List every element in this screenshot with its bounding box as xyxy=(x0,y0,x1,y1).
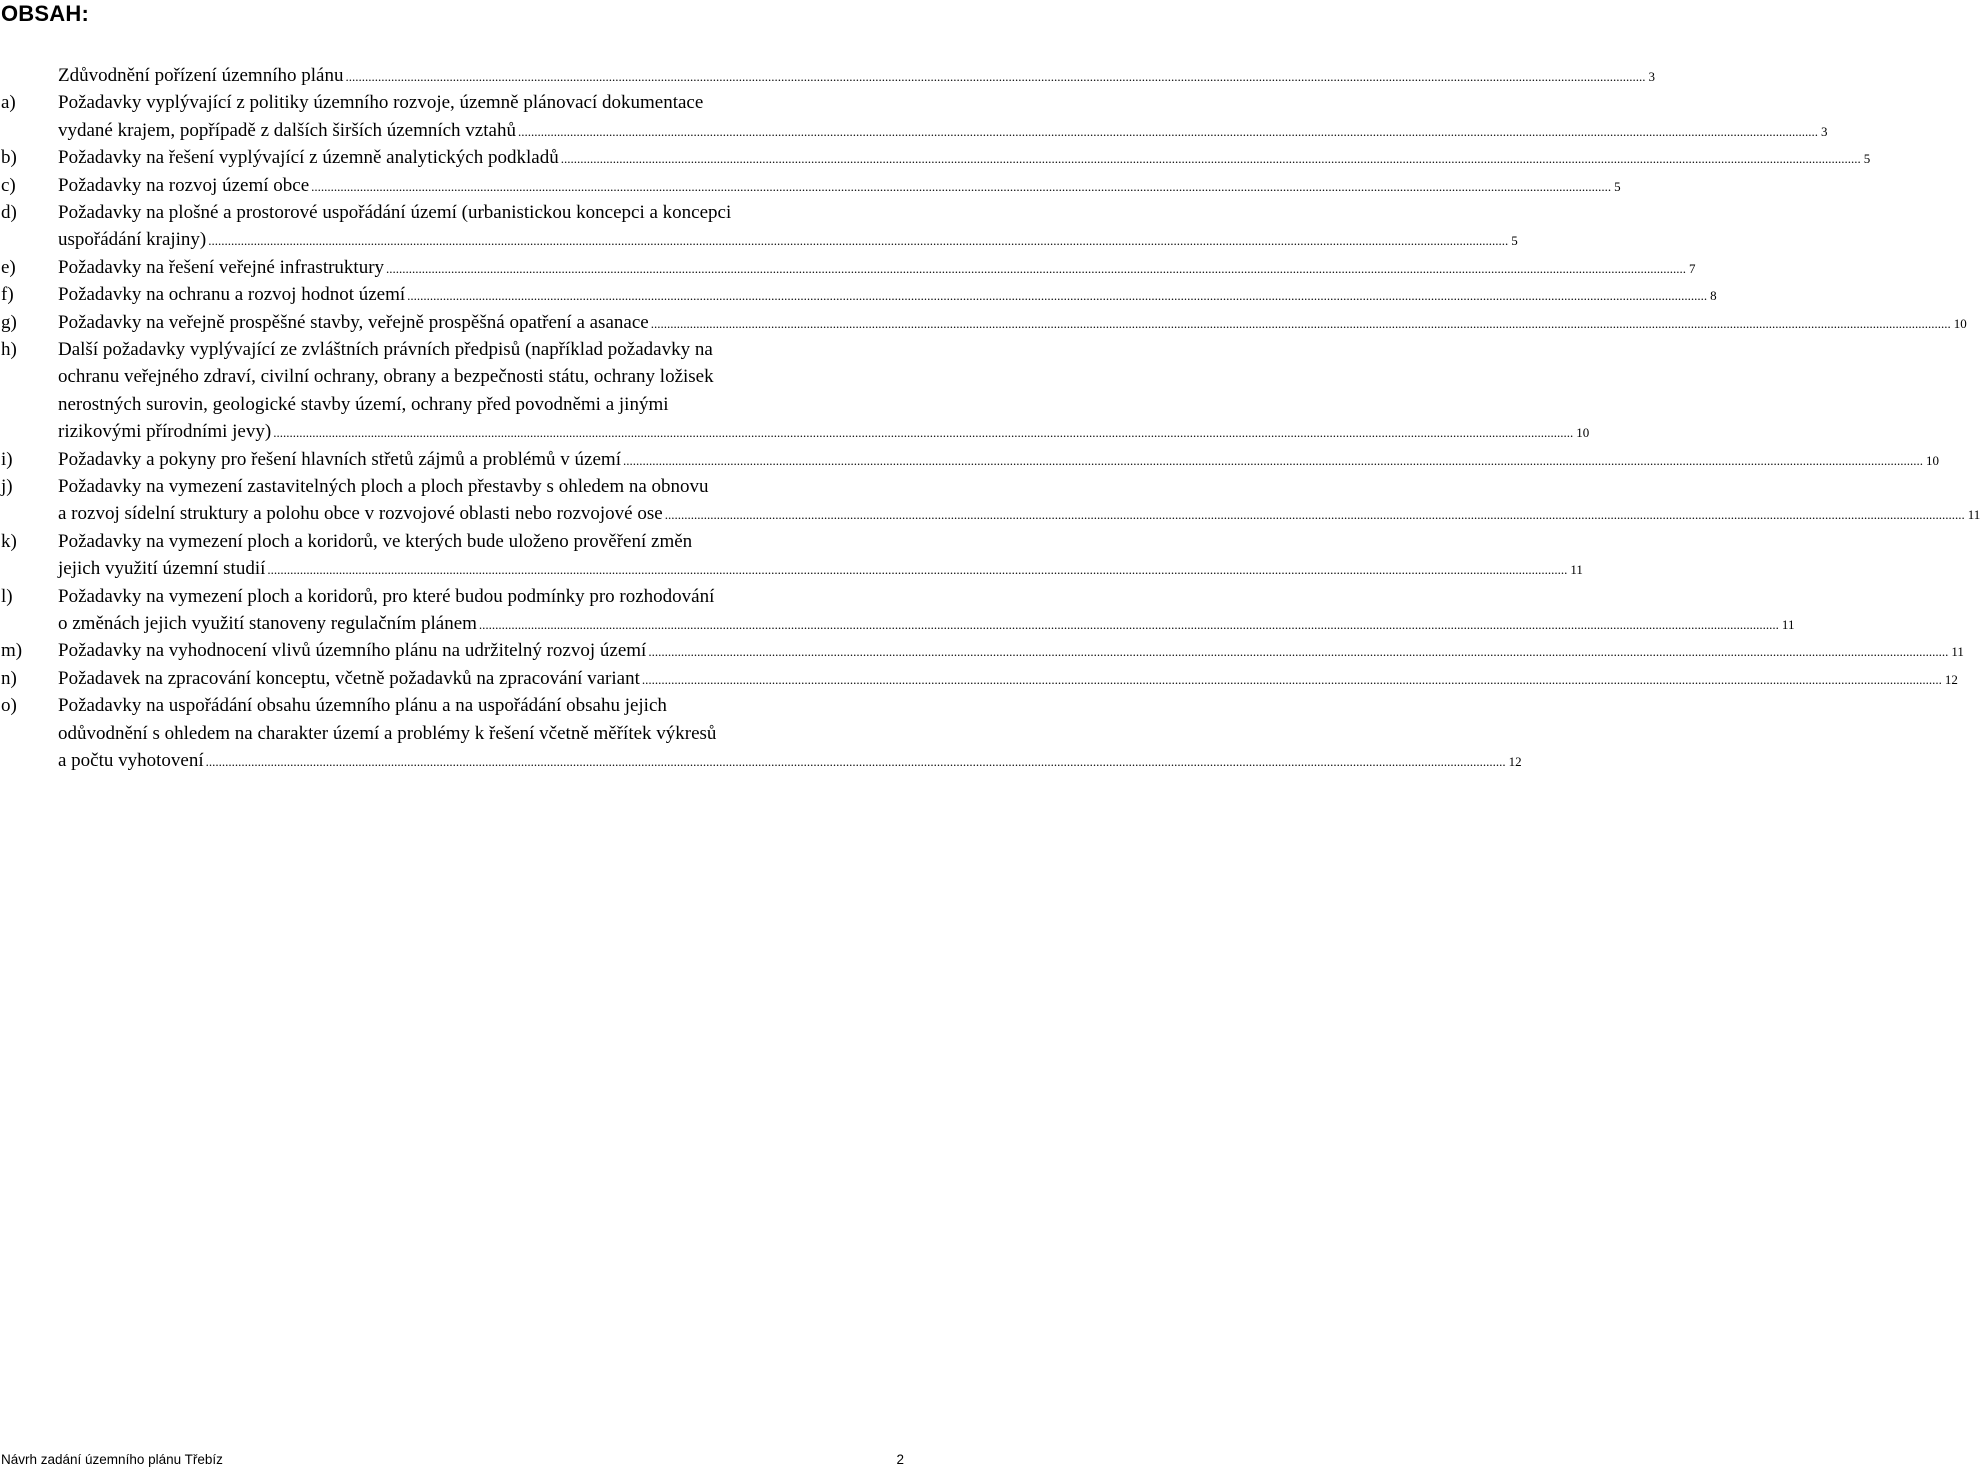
toc-entry-text: nerostných surovin, geologické stavby území, ochrany před povodněmi a jinými xyxy=(58,393,669,415)
toc-page-number: 11 xyxy=(1781,616,1795,632)
page-heading: OBSAH: xyxy=(1,1,89,26)
toc-entry-letter: j) xyxy=(1,476,13,497)
toc-entry-text: Požadavky na uspořádání obsahu územního plánu a na uspořádání obsahu jejich xyxy=(58,695,667,717)
toc-entry-line xyxy=(58,500,1980,528)
toc-entry-letter: l) xyxy=(1,585,13,607)
toc-entry-text: o změnách jejich využití stanoveny regulačním plánem xyxy=(58,612,477,634)
toc-entry-line xyxy=(58,117,1828,145)
toc-entry-letter: h) xyxy=(1,339,17,360)
toc-entry-letter: f) xyxy=(1,284,14,306)
toc-entry-text: uspořádání krajiny) xyxy=(58,229,207,251)
toc-entry-text: vydané krajem, popřípadě z dalších širších územních vztahů xyxy=(58,119,516,141)
footer-page-number: 2 xyxy=(896,1452,904,1467)
toc-entry-letter: a) xyxy=(1,92,16,114)
toc-dot-leader: ................................................................................................................................................................................................................................................................................................................................................................................................................ xyxy=(648,644,1949,660)
toc-entry-line xyxy=(58,692,958,720)
toc-entry-text: Požadavky na vymezení zastavitelných ploch a ploch přestavby s ohledem na obnovu xyxy=(58,476,709,497)
toc-page-number: 3 xyxy=(1820,123,1828,139)
toc-entry-line xyxy=(58,583,958,611)
toc-entry-letter: g) xyxy=(1,311,17,333)
toc-entry-line xyxy=(58,665,1958,693)
toc-page-number: 7 xyxy=(1689,260,1696,276)
toc-dot-leader: ................................................................................................................................................................................................................................................................................................................................................................................................................ xyxy=(267,562,1568,578)
toc-entry-text: Požadavek na zpracování konceptu, včetně požadavků na zpracování variant xyxy=(58,667,640,689)
toc-entry-text: Požadavky na vyhodnocení vlivů územního plánu na udržitelný rozvoj území xyxy=(58,640,647,662)
toc-page-number: 5 xyxy=(1511,233,1518,249)
toc-dot-leader: ................................................................................................................................................................................................................................................................................................................................................................................................................ xyxy=(517,123,1818,139)
toc-entry-line xyxy=(58,528,958,556)
toc-page-number: 5 xyxy=(1863,151,1871,167)
toc-page-number: 11 xyxy=(1967,507,1980,523)
toc-entry-text: Požadavky na řešení veřejné infrastruktury xyxy=(58,256,385,278)
toc-entry-text: rizikovými přírodními jevy) xyxy=(58,421,272,443)
toc-dot-leader: ................................................................................................................................................................................................................................................................................................................................................................................................................ xyxy=(386,260,1687,276)
toc-page-number: 5 xyxy=(1614,178,1621,194)
toc-entry-line xyxy=(58,446,1939,474)
toc-page-number: 10 xyxy=(1925,452,1939,468)
toc-entry-text: Požadavky na ochranu a rozvoj hodnot území xyxy=(58,284,406,306)
toc-entry-line xyxy=(58,226,1518,254)
toc-entry-text: Požadavky na vymezení ploch a koridorů, ve kterých bude uloženo prověření změn xyxy=(58,530,693,552)
toc-entry-line xyxy=(58,336,958,364)
toc-page-number: 10 xyxy=(1576,425,1590,441)
toc-entry-letter: k) xyxy=(1,530,17,552)
toc-entry-line xyxy=(58,555,1583,583)
toc-entry-text: Požadavky na vymezení ploch a koridorů, pro které budou podmínky pro rozhodování xyxy=(58,585,715,607)
toc-entry-line xyxy=(58,254,1696,282)
toc-entry-letter: c) xyxy=(1,174,16,196)
toc-dot-leader: ................................................................................................................................................................................................................................................................................................................................................................................................................ xyxy=(205,753,1506,769)
toc-entry-text: odůvodnění s ohledem na charakter území a problémy k řešení včetně měřítek výkresů xyxy=(58,722,717,744)
toc-entry-text: Požadavky na veřejně prospěšné stavby, veřejně prospěšná opatření a asanace xyxy=(58,311,649,333)
footer-document-title: Návrh zadání územního plánu Třebíz xyxy=(1,1452,223,1467)
toc-dot-leader: ................................................................................................................................................................................................................................................................................................................................................................................................................ xyxy=(664,507,1965,523)
toc-entry-line xyxy=(58,747,1522,775)
toc-page-number: 11 xyxy=(1951,644,1964,660)
toc-dot-leader: ................................................................................................................................................................................................................................................................................................................................................................................................................ xyxy=(273,425,1574,441)
toc-entry-line xyxy=(58,309,1967,337)
toc-dot-leader: ................................................................................................................................................................................................................................................................................................................................................................................................................ xyxy=(478,616,1779,632)
toc-dot-leader: ................................................................................................................................................................................................................................................................................................................................................................................................................ xyxy=(311,178,1612,194)
toc-dot-leader: ................................................................................................................................................................................................................................................................................................................................................................................................................ xyxy=(622,452,1923,468)
toc-entry-text: Další požadavky vyplývající ze zvláštních právních předpisů (například požadavky na xyxy=(58,339,713,360)
toc-dot-leader: ................................................................................................................................................................................................................................................................................................................................................................................................................ xyxy=(345,69,1646,84)
toc-entry-letter: m) xyxy=(1,640,23,662)
toc-entry-line xyxy=(58,89,958,117)
toc-entry-text: Požadavky a pokyny pro řešení hlavních střetů zájmů a problémů v území xyxy=(58,448,621,470)
toc-entry-letter: i) xyxy=(1,448,13,470)
toc-page-number: 11 xyxy=(1570,562,1583,578)
toc-entry-line xyxy=(58,363,958,391)
toc-dot-leader: ................................................................................................................................................................................................................................................................................................................................................................................................................ xyxy=(641,671,1942,687)
toc-entry-letter: e) xyxy=(1,256,16,278)
toc-entry-text: jejich využití územní studií xyxy=(58,558,266,580)
toc-entry-text: Požadavky vyplývající z politiky územního rozvoje, územně plánovací dokumentace xyxy=(58,92,704,114)
toc-entry-line xyxy=(58,281,1717,309)
toc-dot-leader: ................................................................................................................................................................................................................................................................................................................................................................................................................ xyxy=(650,315,1951,331)
toc-entry-text: Zdůvodnění pořízení územního plánu xyxy=(58,65,344,86)
toc-page-number: 12 xyxy=(1508,753,1522,769)
toc-entry-line xyxy=(58,391,958,419)
toc-entry-letter: b) xyxy=(1,147,17,169)
toc-dot-leader: ................................................................................................................................................................................................................................................................................................................................................................................................................ xyxy=(560,151,1861,167)
toc-entry-line xyxy=(58,720,958,748)
toc-entry-line xyxy=(58,473,958,501)
toc-entry-text: ochranu veřejného zdraví, civilní ochrany, obrany a bezpečnosti státu, ochrany ložisek xyxy=(58,366,714,388)
toc-entry-line xyxy=(58,199,958,227)
toc-dot-leader: ................................................................................................................................................................................................................................................................................................................................................................................................................ xyxy=(407,288,1708,304)
toc-entry-letter: d) xyxy=(1,202,17,223)
toc-dot-leader: ................................................................................................................................................................................................................................................................................................................................................................................................................ xyxy=(208,233,1509,249)
toc-entry-text: Požadavky na řešení vyplývající z územně analytických podkladů xyxy=(58,147,559,169)
toc-page-number: 12 xyxy=(1944,671,1958,687)
toc-entry-letter: o) xyxy=(1,695,17,717)
toc-entry-line xyxy=(58,418,1590,446)
toc-page-number: 8 xyxy=(1710,288,1717,304)
toc-entry-line xyxy=(58,62,1655,90)
toc-entry-text: Požadavky na plošné a prostorové uspořádání území (urbanistickou koncepci a koncepci xyxy=(58,202,732,223)
toc-entry-line xyxy=(58,637,1964,665)
toc-page-number: 3 xyxy=(1648,69,1655,84)
toc-entry-text: a počtu vyhotovení xyxy=(58,749,204,771)
toc-entry-letter: n) xyxy=(1,667,17,689)
toc-entry-line xyxy=(58,172,1621,200)
toc-page-number: 10 xyxy=(1953,315,1967,331)
toc-entry-text: Požadavky na rozvoj území obce xyxy=(58,174,310,196)
toc-entry-text: a rozvoj sídelní struktury a polohu obce v rozvojové oblasti nebo rozvojové ose xyxy=(58,503,663,525)
toc-entry-line xyxy=(58,144,1871,172)
toc-entry-line xyxy=(58,610,1795,638)
